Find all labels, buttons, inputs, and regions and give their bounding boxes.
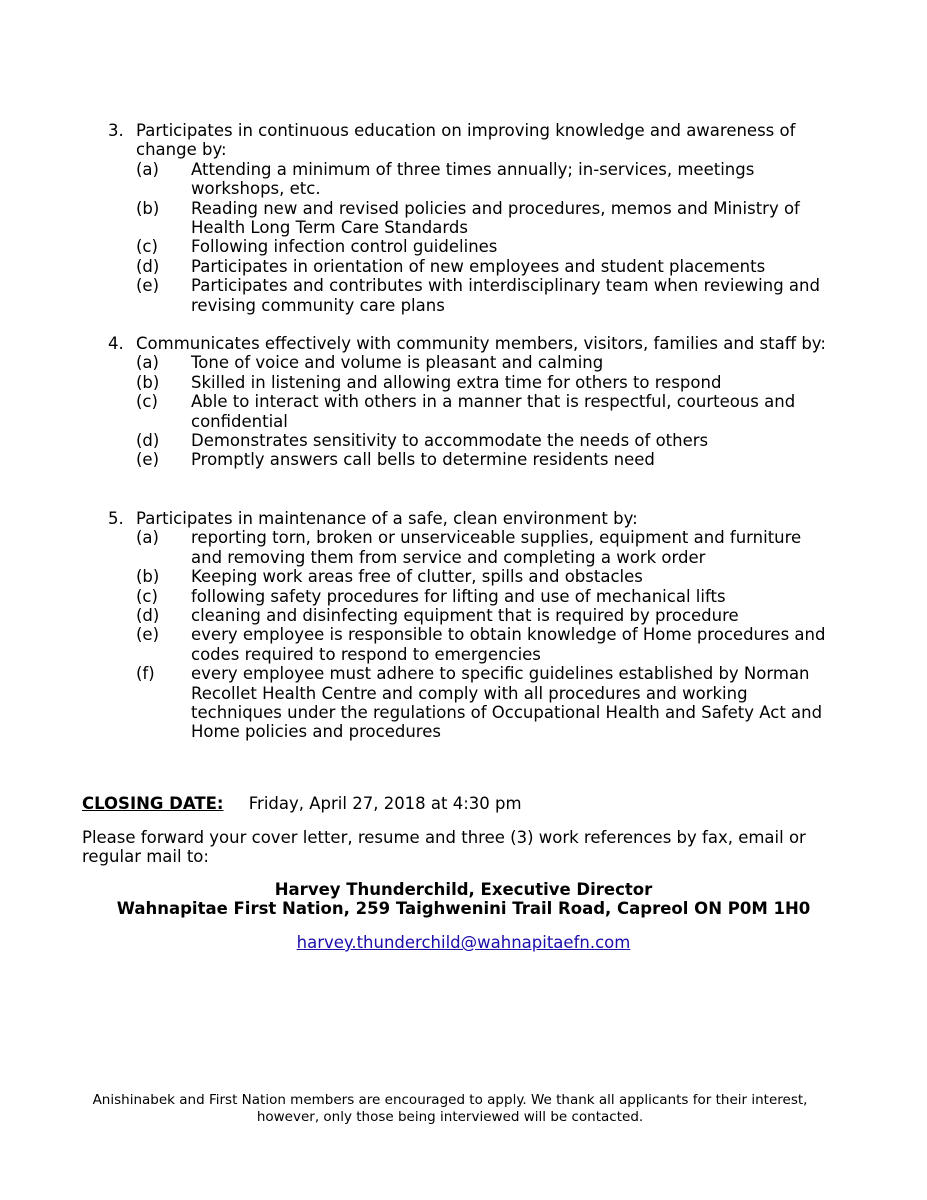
closing-date-value: Friday, April 27, 2018 at 4:30 pm <box>248 794 522 813</box>
contact-block <box>0 880 927 919</box>
list-item <box>136 373 828 392</box>
closing-date-label: CLOSING DATE: <box>82 794 224 813</box>
item-letter: (d) <box>136 431 160 451</box>
section-title: Communicates effectively with community members, visitors, families and staff by: <box>136 334 826 353</box>
footer-note <box>0 1092 900 1125</box>
item-letter: (d) <box>136 256 160 276</box>
list-item <box>136 257 828 276</box>
item-letter: (e) <box>136 625 160 645</box>
list-item <box>136 606 828 625</box>
item-text: Following infection control guidelines <box>191 237 498 257</box>
section-3 <box>108 121 828 315</box>
email-line <box>0 933 927 952</box>
list-item <box>136 450 828 469</box>
section-5 <box>108 509 828 742</box>
item-letter: (a) <box>136 159 159 179</box>
contact-name: Harvey Thunderchild, Executive Director <box>274 880 653 899</box>
item-letter: (c) <box>136 586 158 606</box>
item-letter: (b) <box>136 372 160 392</box>
item-text: Participates and contributes with interdisciplinary team when reviewing and revising community care plans <box>191 276 820 315</box>
list-item <box>136 392 828 431</box>
item-letter: (b) <box>136 198 160 218</box>
list-item <box>136 276 828 315</box>
section-number: 3. <box>108 121 124 140</box>
list-item <box>136 528 828 567</box>
section-heading <box>108 334 828 353</box>
list-item <box>136 237 828 256</box>
item-text: Able to interact with others in a manner that is respectful, courteous and confidential <box>191 392 796 431</box>
list-item <box>136 587 828 606</box>
item-text: following safety procedures for lifting and use of mechanical lifts <box>191 586 726 606</box>
item-text: Promptly answers call bells to determine residents need <box>191 450 655 470</box>
footer-line: Anishinabek and First Nation members are encouraged to apply. We thank all applicants for their interest, <box>92 1092 808 1108</box>
forward-instructions: Please forward your cover letter, resume and three (3) work references by fax, email or regular mail to: <box>82 828 806 867</box>
section-4 <box>108 334 828 470</box>
list-item <box>136 199 828 238</box>
closing-date-line <box>82 794 522 813</box>
item-text: Attending a minimum of three times annually; in-services, meetings workshops, etc. <box>191 159 755 199</box>
list-item <box>136 160 828 199</box>
list-item <box>136 664 828 742</box>
list-item <box>136 353 828 372</box>
item-text: Keeping work areas free of clutter, spills and obstacles <box>191 567 643 587</box>
contact-address: Wahnapitae First Nation, 259 Taighwenini Trail Road, Capreol ON P0M 1H0 <box>116 899 811 919</box>
item-letter: (d) <box>136 606 160 626</box>
list-item <box>136 431 828 450</box>
item-text: Participates in orientation of new employees and student placements <box>191 256 766 276</box>
item-letter: (a) <box>136 528 159 548</box>
item-text: cleaning and disinfecting equipment that is required by procedure <box>191 606 739 626</box>
section-heading <box>108 509 828 528</box>
item-letter: (e) <box>136 450 160 470</box>
section-title: Participates in continuous education on improving knowledge and awareness of change by: <box>136 121 796 160</box>
section-title: Participates in maintenance of a safe, clean environment by: <box>136 509 638 528</box>
item-letter: (b) <box>136 567 160 587</box>
item-letter: (c) <box>136 392 158 412</box>
item-letter: (c) <box>136 237 158 257</box>
footer-line: however, only those being interviewed will be contacted. <box>256 1108 644 1125</box>
item-text: Tone of voice and volume is pleasant and calming <box>191 353 604 373</box>
item-text: reporting torn, broken or unserviceable supplies, equipment and furniture and removing them from service and completing a work order <box>191 528 802 567</box>
item-text: Demonstrates sensitivity to accommodate the needs of others <box>191 431 709 451</box>
item-text: every employee is responsible to obtain knowledge of Home procedures and codes required to respond to emergencies <box>191 625 826 664</box>
section-number: 5. <box>108 509 124 528</box>
item-letter: (e) <box>136 276 160 296</box>
item-letter: (f) <box>136 664 155 684</box>
email-link[interactable]: harvey.thunderchild@wahnapitaefn.com <box>296 933 631 952</box>
list-item <box>136 567 828 586</box>
item-text: Skilled in listening and allowing extra time for others to respond <box>191 372 722 392</box>
item-letter: (a) <box>136 353 159 373</box>
item-text: Reading new and revised policies and procedures, memos and Ministry of Health Long Term Care Standards <box>191 198 800 238</box>
item-text: every employee must adhere to specific guidelines established by Norman Recollet Health Centre and comply with all procedures and working techniques under the regulations of Occupational Health and Safety Act and Home policies and procedures <box>191 664 823 742</box>
section-number: 4. <box>108 334 124 353</box>
list-item <box>136 625 828 664</box>
section-heading <box>108 121 828 160</box>
